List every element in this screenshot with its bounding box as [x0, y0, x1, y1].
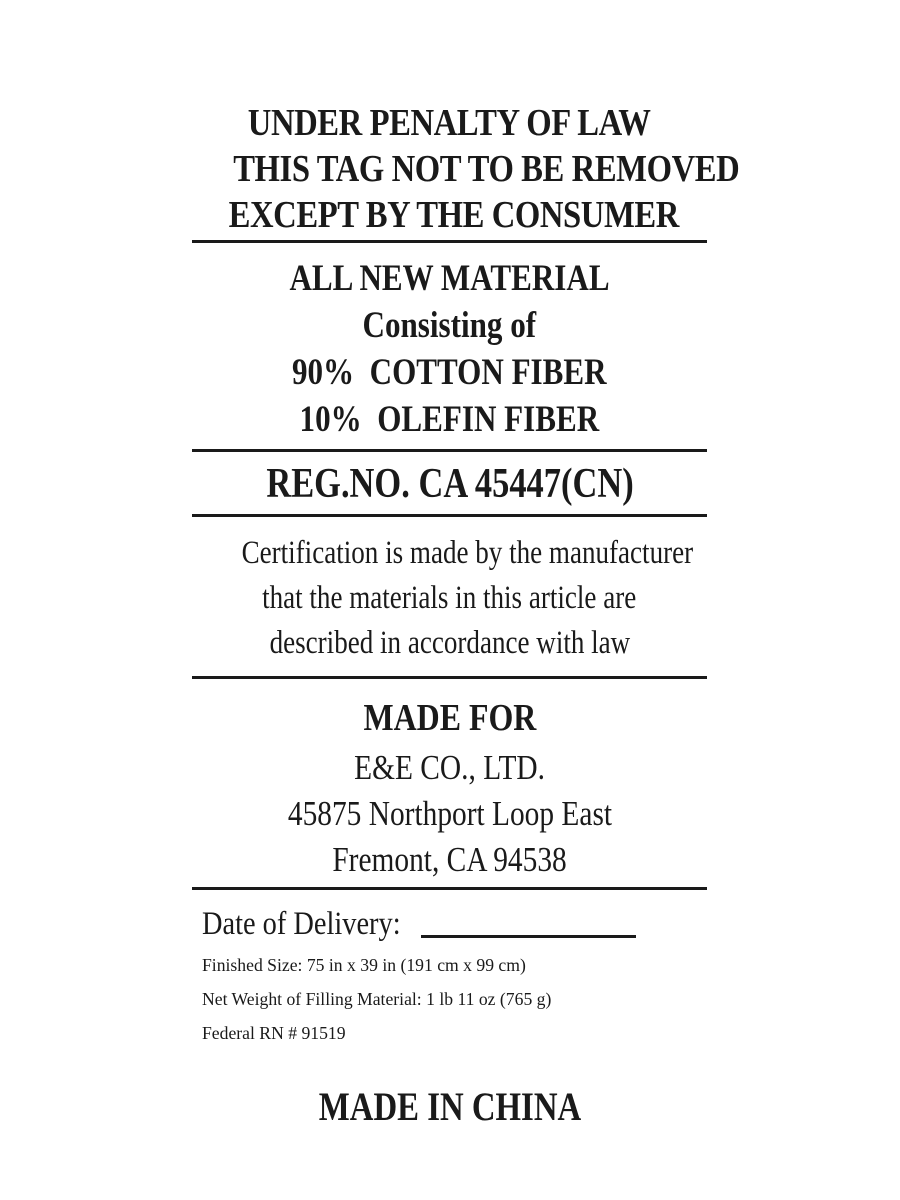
header-line-1: UNDER PENALTY OF LAW	[248, 102, 651, 144]
material-component-olefin: 10% OLEFIN FIBER	[299, 399, 600, 440]
law-tag	[192, 100, 740, 1134]
header-line-2: THIS TAG NOT TO BE REMOVED	[233, 148, 740, 190]
header-line-3: EXCEPT BY THE CONSUMER	[228, 194, 679, 236]
certification-section	[192, 517, 707, 676]
company-name: E&E CO., LTD.	[354, 748, 545, 787]
date-of-delivery-label: Date of Delivery:	[202, 906, 401, 942]
registration-number: REG.NO. CA 45447(CN)	[265, 461, 634, 507]
date-of-delivery	[202, 904, 707, 944]
certification-line-3: described in accordance with law	[269, 625, 630, 661]
material-subtitle: Consisting of	[362, 305, 537, 346]
details-section	[192, 890, 707, 1050]
finished-size: Finished Size: 75 in x 39 in (191 cm x 99 cm)	[202, 955, 526, 975]
city-state-zip: Fremont, CA 94538	[332, 840, 567, 879]
certification-line-1: Certification is made by the manufacturer	[241, 535, 694, 571]
origin-section	[192, 1050, 707, 1134]
federal-rn: Federal RN # 91519	[202, 1023, 346, 1043]
certification-line-2: that the materials in this article are	[262, 580, 637, 616]
date-of-delivery-blank	[421, 935, 636, 938]
made-for-section	[192, 679, 707, 887]
header-warning	[192, 100, 740, 238]
made-for-title: MADE FOR	[363, 697, 536, 739]
material-section	[192, 243, 707, 449]
net-weight: Net Weight of Filling Material: 1 lb 11 oz (765 g)	[202, 989, 552, 1009]
material-title: ALL NEW MATERIAL	[289, 258, 610, 299]
country-of-origin: MADE IN CHINA	[318, 1084, 581, 1129]
manufacturer-address	[192, 745, 707, 883]
material-component-cotton: 90% COTTON FIBER	[292, 352, 607, 393]
street-address: 45875 Northport Loop East	[287, 794, 612, 833]
registration-section	[192, 452, 707, 514]
